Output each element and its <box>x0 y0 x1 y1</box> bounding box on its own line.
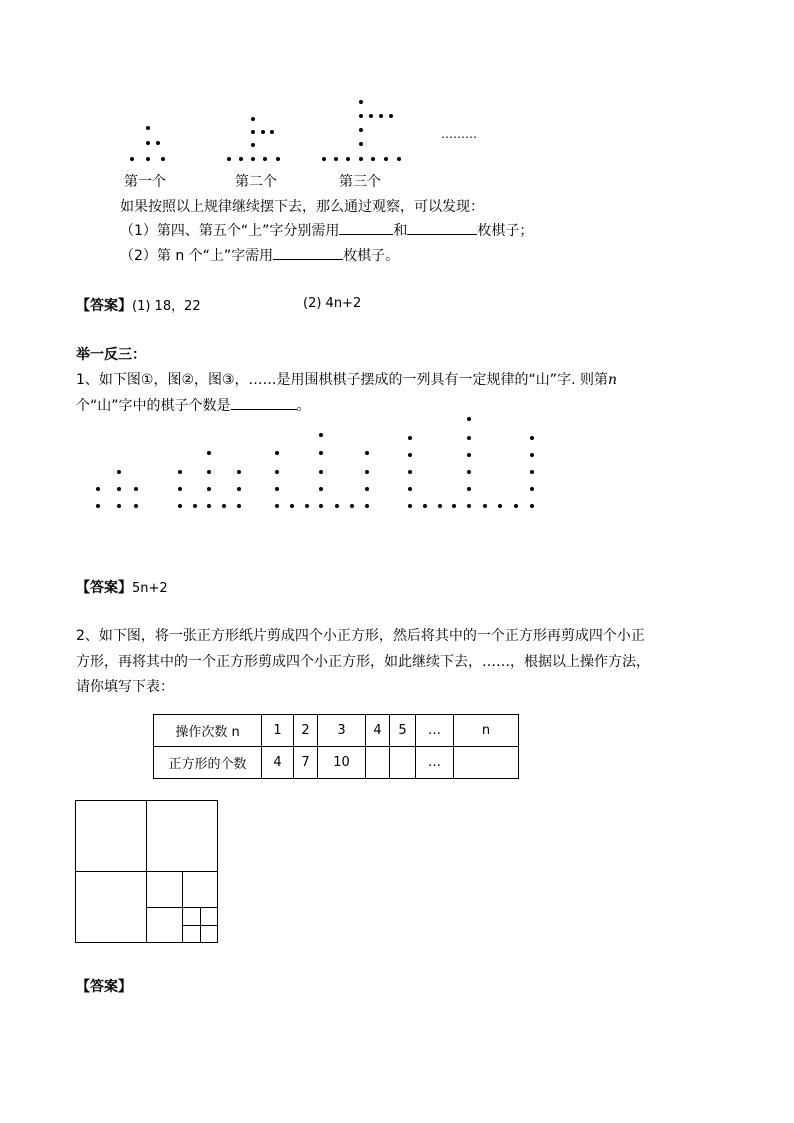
small-square <box>182 871 218 908</box>
dot <box>130 157 134 161</box>
dot <box>346 157 350 161</box>
dot <box>359 100 363 104</box>
dot <box>408 470 412 474</box>
answer-blank[interactable] <box>231 395 297 410</box>
dot <box>275 487 279 491</box>
dot <box>530 436 534 440</box>
dot <box>178 504 182 508</box>
section-title: 举一反三： <box>76 347 146 363</box>
dot <box>467 487 471 491</box>
dot <box>423 504 427 508</box>
table-cell: … <box>416 715 454 747</box>
ex1-line1 <box>76 369 617 389</box>
ex1-line2-text: 个“山”字中的棋子个数是 <box>76 398 231 414</box>
dot <box>408 436 412 440</box>
answer2-value: 5n+2 <box>132 581 168 596</box>
quadrant-square <box>75 871 147 943</box>
dot <box>156 141 160 145</box>
dot <box>371 157 375 161</box>
dot <box>207 487 211 491</box>
ex1-line2-suffix: 。 <box>296 398 311 414</box>
ex2-line2: 方形，再将其中的一个正方形剪成四个小正方形，如此继续下去，……，根据以上操作方法， <box>76 654 650 670</box>
dot <box>146 126 150 130</box>
q2-suffix: 枚棋子。 <box>343 248 400 264</box>
dot <box>530 453 534 457</box>
dot <box>319 504 323 508</box>
dot <box>207 470 211 474</box>
dot <box>467 470 471 474</box>
dot <box>251 117 255 121</box>
dot <box>334 157 338 161</box>
dot <box>117 470 121 474</box>
dot <box>161 157 165 161</box>
q2-prefix: （2）第 n 个“上”字需用 <box>120 248 274 264</box>
dot <box>467 453 471 457</box>
dot <box>389 114 393 118</box>
answer1-part2: (2) 4n+2 <box>303 296 362 311</box>
table-cell: 7 <box>294 747 318 779</box>
tiny-square <box>200 907 218 926</box>
dot <box>263 157 267 161</box>
dot <box>193 504 197 508</box>
table-row <box>154 747 519 779</box>
answer-blank[interactable] <box>339 220 393 235</box>
dot <box>365 487 369 491</box>
answer-blank[interactable] <box>407 220 477 235</box>
quadrant-square <box>146 800 218 872</box>
dot <box>530 470 534 474</box>
figure-label-3: 第三个 <box>339 174 381 190</box>
dot <box>322 157 326 161</box>
dot <box>319 470 323 474</box>
table-cell: 5 <box>390 715 416 747</box>
answer-1 <box>76 295 201 315</box>
figure-label-2: 第二个 <box>235 174 277 190</box>
dot <box>365 470 369 474</box>
dot <box>359 142 363 146</box>
dot <box>397 157 401 161</box>
quadrant-square <box>75 800 147 872</box>
answer-2 <box>76 577 168 597</box>
dot <box>146 141 150 145</box>
dot <box>467 417 471 421</box>
table-cell: … <box>416 747 454 779</box>
dot <box>384 157 388 161</box>
dot <box>275 451 279 455</box>
dot <box>350 504 354 508</box>
answer-blank[interactable] <box>273 245 343 260</box>
dot <box>96 504 100 508</box>
answer-tag: 【答案】 <box>76 580 132 596</box>
table-cell: 操作次数 n <box>154 715 262 747</box>
dot <box>452 504 456 508</box>
dot <box>408 453 412 457</box>
dot <box>261 130 265 134</box>
dot <box>498 504 502 508</box>
dot <box>237 470 241 474</box>
dot <box>222 504 226 508</box>
problem-intro: 如果按照以上规律继续摆下去，那么通过观察，可以发现： <box>120 199 484 215</box>
dot <box>319 433 323 437</box>
q1-prefix: （1）第四、第五个“上”字分别需用 <box>120 223 340 239</box>
ex2-line3: 请你填写下表： <box>76 679 174 695</box>
dot <box>483 504 487 508</box>
table-cell: 10 <box>318 747 366 779</box>
dot <box>146 157 150 161</box>
dot <box>178 470 182 474</box>
tiny-square <box>200 925 218 943</box>
dot <box>379 114 383 118</box>
dot <box>251 143 255 147</box>
dot <box>227 157 231 161</box>
dot <box>134 487 138 491</box>
answer-tag: 【答案】 <box>76 298 132 314</box>
dot <box>514 504 518 508</box>
dot <box>117 487 121 491</box>
dot <box>408 504 412 508</box>
ellipsis-label: ……… <box>441 127 477 141</box>
dot <box>96 487 100 491</box>
q1-middle: 和 <box>393 223 408 239</box>
table-cell: 正方形的个数 <box>154 747 262 779</box>
figure-label-1: 第一个 <box>124 174 166 190</box>
dot <box>237 487 241 491</box>
dot <box>134 504 138 508</box>
table-cell[interactable] <box>390 747 416 779</box>
ex1-line1-text: 1、如下图①，图②，图③，……是用围棋棋子摆成的一列具有一定规律的“山”字. 则第 <box>76 372 608 388</box>
dot <box>276 157 280 161</box>
table-cell[interactable] <box>454 747 519 779</box>
table-cell: 4 <box>262 747 294 779</box>
table-cell: 1 <box>262 715 294 747</box>
table-row <box>154 715 519 747</box>
dot <box>275 504 279 508</box>
dot <box>530 487 534 491</box>
dot <box>408 487 412 491</box>
table-cell: 4 <box>366 715 390 747</box>
dot <box>365 451 369 455</box>
q1-suffix: 枚棋子； <box>477 223 534 239</box>
dot <box>251 130 255 134</box>
table-cell: 3 <box>318 715 366 747</box>
dot <box>207 451 211 455</box>
dot <box>251 157 255 161</box>
dot <box>275 470 279 474</box>
ex2-line1: 2、如下图，将一张正方形纸片剪成四个小正方形，然后将其中的一个正方形再剪成四个小正 <box>76 628 645 644</box>
question-1 <box>120 220 533 240</box>
dot <box>239 157 243 161</box>
dot <box>530 504 534 508</box>
tiny-square <box>182 907 201 926</box>
operations-table <box>153 714 519 779</box>
dot <box>117 504 121 508</box>
dot <box>359 157 363 161</box>
dot <box>319 487 323 491</box>
dot <box>178 487 182 491</box>
dot <box>467 436 471 440</box>
dot <box>305 504 309 508</box>
dot <box>365 504 369 508</box>
dot <box>369 114 373 118</box>
dot <box>207 504 211 508</box>
dot <box>270 130 274 134</box>
ex1-var-n: n <box>607 372 617 388</box>
tiny-square <box>182 925 201 943</box>
small-square <box>146 907 183 943</box>
dot <box>290 504 294 508</box>
question-2 <box>120 245 399 265</box>
dot <box>438 504 442 508</box>
answer1-part1: (1) 18，22 <box>132 299 201 314</box>
small-square <box>146 871 183 908</box>
dot <box>335 504 339 508</box>
table-cell: 2 <box>294 715 318 747</box>
dot <box>237 504 241 508</box>
answer-3-tag: 【答案】 <box>76 979 132 995</box>
table-cell: n <box>454 715 519 747</box>
table-cell[interactable] <box>366 747 390 779</box>
dot <box>319 451 323 455</box>
dot <box>359 128 363 132</box>
dot <box>467 504 471 508</box>
ex1-line2 <box>76 395 311 415</box>
dot <box>359 114 363 118</box>
